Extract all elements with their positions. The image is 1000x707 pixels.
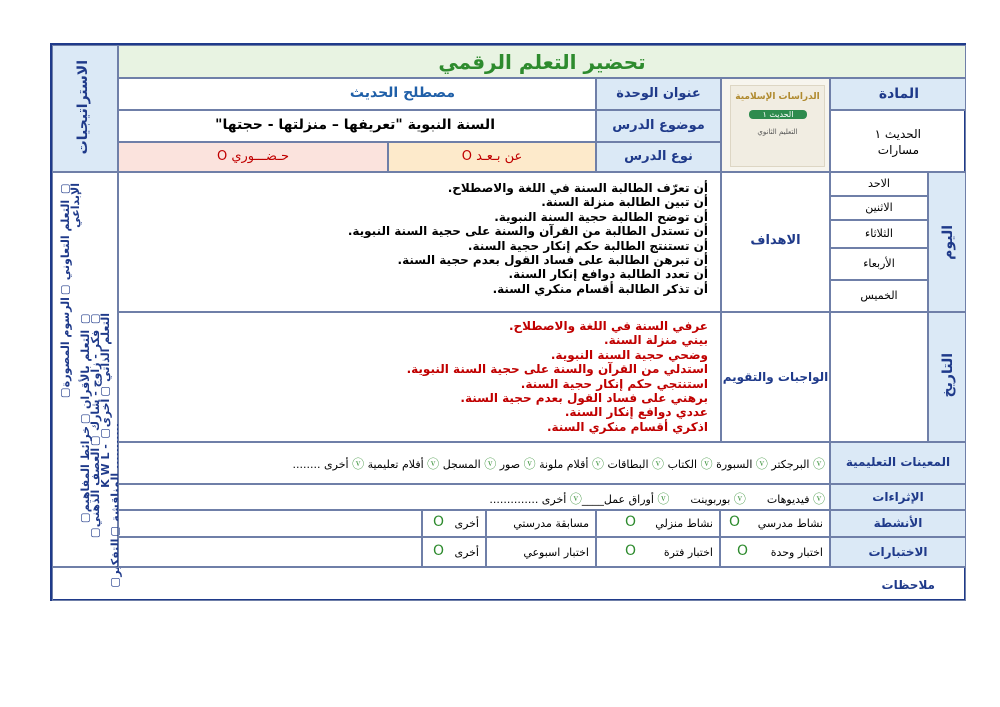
strategy-col-3[interactable]: ▢التعلم بالأقران ▢خرائط المفاهيم ▢ bbox=[79, 313, 92, 526]
activities-label: الأنشطة bbox=[873, 516, 923, 530]
day-thursday: الخميس bbox=[860, 289, 898, 302]
strategies-options-cell bbox=[52, 172, 122, 590]
activity-option-label: نشاط مدرسي bbox=[757, 517, 823, 530]
radio-circle-icon[interactable]: O bbox=[737, 543, 749, 559]
test-option-2[interactable] bbox=[596, 537, 720, 567]
objective-item: أن تعرّف الطالبة السنة في اللغة والاصطلاح. bbox=[447, 181, 708, 195]
type-remote-cell[interactable] bbox=[388, 142, 596, 172]
enrichment-item: بوربوينت bbox=[690, 493, 731, 506]
enrichment-cell bbox=[118, 484, 830, 510]
strategies-label: الاستراتيجيات bbox=[75, 60, 91, 155]
strategy-col-2: الإبداعي bbox=[69, 183, 82, 228]
date-value-cell[interactable] bbox=[830, 312, 928, 442]
assessment-label-cell bbox=[721, 312, 830, 442]
activity-option-2[interactable] bbox=[596, 510, 720, 537]
book-cover-cell bbox=[721, 78, 830, 172]
test-option-4[interactable] bbox=[422, 537, 486, 567]
type-remote-option[interactable]: عن بـعـد O bbox=[461, 149, 523, 164]
test-option-1[interactable] bbox=[720, 537, 830, 567]
objectives-cell bbox=[118, 172, 721, 312]
check-icon[interactable]: ⓥ bbox=[427, 457, 440, 471]
day-monday: الاثنين bbox=[865, 201, 893, 214]
test-option-label: اختبار فترة bbox=[663, 546, 713, 559]
aid-item: البطاقات bbox=[607, 458, 649, 471]
assessment-label: الواجبات والتقويم bbox=[722, 370, 829, 384]
assessment-item: وضحي حجية السنة النبوية. bbox=[550, 347, 708, 362]
activity-option-1[interactable] bbox=[720, 510, 830, 537]
activity-option-label: نشاط منزلي bbox=[655, 517, 713, 530]
aids-label-cell bbox=[830, 442, 966, 484]
day-tuesday: الثلاثاء bbox=[865, 227, 893, 240]
radio-circle-icon[interactable]: O bbox=[625, 514, 637, 530]
radio-circle-icon[interactable]: O bbox=[729, 514, 741, 530]
check-icon[interactable]: ⓥ bbox=[755, 457, 768, 471]
day-row-5[interactable] bbox=[830, 280, 928, 312]
tests-label: الاختبارات bbox=[868, 545, 928, 559]
type-inperson-cell[interactable] bbox=[118, 142, 388, 172]
strategy-col-4[interactable]: ▢فكر - زاوج - شارك ▢العصف الذهني ▢ bbox=[89, 313, 102, 541]
aid-item: أفلام تعليمية bbox=[367, 458, 424, 471]
check-icon[interactable]: ⓥ bbox=[700, 457, 713, 471]
type-inperson-option[interactable]: حـضـــوري O bbox=[216, 149, 290, 164]
test-option-3[interactable] bbox=[486, 537, 596, 567]
aids-list bbox=[293, 455, 825, 472]
assessment-item: اذكري أقسام منكري السنة. bbox=[546, 419, 708, 434]
activity-empty-cell bbox=[118, 510, 422, 537]
day-row-2[interactable] bbox=[830, 196, 928, 220]
aid-item: البرجكتر bbox=[771, 458, 810, 471]
check-icon[interactable]: ⓥ bbox=[812, 457, 825, 471]
day-wednesday: الأربعاء bbox=[863, 257, 895, 270]
activity-option-label: أخرى bbox=[454, 517, 479, 530]
day-row-4[interactable] bbox=[830, 248, 928, 280]
objectives-label: الاهداف bbox=[750, 233, 801, 248]
assessment-item: برهني على فساد القول بعدم حجية السنة. bbox=[460, 391, 708, 406]
aid-item: المسجل bbox=[442, 458, 481, 471]
day-label-cell bbox=[928, 172, 966, 312]
day-row-1[interactable] bbox=[830, 172, 928, 196]
radio-circle-icon[interactable]: O bbox=[433, 514, 445, 530]
check-icon[interactable]: ⓥ bbox=[812, 492, 825, 506]
subject-label-cell bbox=[830, 78, 966, 110]
subject-label: المادة bbox=[878, 86, 919, 102]
test-option-label: اختبار وحدة bbox=[770, 546, 823, 559]
unit-value-cell bbox=[118, 78, 596, 110]
enrichment-item: أوراق عمل bbox=[603, 493, 654, 506]
test-option-label: اختبار اسبوعي bbox=[523, 546, 589, 559]
aid-item: الكتاب bbox=[667, 458, 698, 471]
aids-cell bbox=[118, 442, 830, 484]
objectives-label-cell bbox=[721, 172, 830, 312]
check-icon[interactable]: ⓥ bbox=[523, 457, 536, 471]
objective-item: أن تبرهن الطالبة على فساد القول بعدم حجية السنة. bbox=[397, 253, 708, 268]
test-option-label: أخرى bbox=[454, 546, 479, 559]
objective-item: أن توضح الطالبة حجية السنة النبوية. bbox=[494, 209, 708, 224]
enrichment-list: ⓥ فيديوهات ⓥ بوربوينت ⓥ أوراق عمل____ⓥ أخرى .............. bbox=[489, 492, 825, 506]
type-label: نوع الدرس bbox=[624, 149, 693, 164]
assessment-cell bbox=[118, 312, 721, 442]
objective-item: أن تذكر الطالبة أقسام منكري السنة. bbox=[492, 281, 708, 296]
assessment-item: عرفي السنة في اللغة والاصطلاح. bbox=[508, 319, 708, 333]
objective-item: أن تستدل الطالبة من القرآن والسنة على حجية السنة النبوية. bbox=[347, 224, 708, 239]
book-cover-image bbox=[730, 85, 825, 167]
check-icon[interactable]: ⓥ bbox=[733, 492, 746, 506]
objective-item: أن تعدد الطالبة دوافع إنكار السنة. bbox=[508, 267, 708, 282]
activity-option-4[interactable] bbox=[422, 510, 486, 537]
check-icon[interactable]: ⓥ bbox=[352, 457, 365, 471]
notes-label: ملاحظات bbox=[881, 578, 935, 592]
lesson-value: السنة النبوية "تعريفها – منزلتها - حجتها" bbox=[215, 117, 495, 133]
activities-label-cell bbox=[830, 510, 966, 537]
title-bar bbox=[118, 45, 966, 78]
notes-row[interactable] bbox=[52, 567, 966, 601]
book-caption: التعليم الثانوي bbox=[757, 128, 798, 136]
subject-value-cell bbox=[830, 110, 966, 172]
objectives-list bbox=[348, 181, 708, 296]
test-empty-cell bbox=[118, 537, 422, 567]
subject-value-line2: مسارات bbox=[877, 143, 919, 157]
unit-label-cell bbox=[596, 78, 721, 110]
assessment-item: استنتجي حكم إنكار حجية السنة. bbox=[520, 376, 708, 391]
lesson-label: موضوع الدرس bbox=[612, 118, 705, 133]
tests-label-cell bbox=[830, 537, 966, 567]
day-row-3[interactable] bbox=[830, 220, 928, 248]
lesson-label-cell bbox=[596, 110, 721, 142]
radio-circle-icon[interactable]: O bbox=[433, 543, 445, 559]
aid-item: صور bbox=[499, 458, 521, 471]
enrichment-item: فيديوهات bbox=[766, 493, 810, 506]
enrichment-item: أخرى .............. bbox=[489, 493, 567, 506]
strategy-col-5[interactable]: K W L - ▢التعلم الذاتي ▢أخرى bbox=[99, 313, 112, 488]
objective-item: أن تبين الطالبة منزلة السنة. bbox=[541, 195, 708, 210]
assessment-item: بيني منزلة السنة. bbox=[604, 333, 708, 348]
check-icon[interactable]: ⓥ bbox=[569, 492, 582, 506]
type-label-cell bbox=[596, 142, 721, 172]
activity-option-3[interactable] bbox=[486, 510, 596, 537]
strategies-label-cell bbox=[52, 45, 118, 172]
assessment-list bbox=[407, 319, 708, 434]
date-label-cell bbox=[928, 312, 966, 442]
check-icon[interactable]: ⓥ bbox=[657, 492, 670, 506]
strategy-col-1[interactable]: ▢التعلم التعاوني ▢الرسوم المصورة ▢ bbox=[59, 183, 72, 401]
strategy-col-6[interactable]: ▢المناقشة ▢التفكير ........... bbox=[109, 423, 122, 590]
day-label: اليوم bbox=[940, 225, 956, 260]
check-icon[interactable]: ⓥ bbox=[591, 457, 604, 471]
assessment-item: عددي دوافع إنكار السنة. bbox=[564, 405, 708, 420]
enrichment-label-cell bbox=[830, 484, 966, 510]
aid-item: السبورة bbox=[716, 458, 753, 471]
book-title: الدراسات الإسلامية bbox=[735, 92, 820, 102]
unit-label: عنوان الوحدة bbox=[616, 86, 701, 101]
lesson-plan-frame bbox=[50, 43, 966, 601]
page-title: تحضير التعلم الرقمي bbox=[438, 50, 646, 74]
unit-value: مصطلح الحديث bbox=[349, 85, 455, 101]
day-sunday: الاحد bbox=[868, 177, 890, 190]
aids-label: المعينات التعليمية bbox=[845, 455, 951, 469]
activity-option-label: مسابقة مدرستي bbox=[513, 517, 589, 530]
date-label: التاريخ bbox=[940, 353, 956, 398]
assessment-item: استدلي من القرآن والسنة على حجية السنة النبوية. bbox=[406, 362, 708, 377]
aid-item: أخرى ........ bbox=[292, 458, 349, 471]
radio-circle-icon[interactable]: O bbox=[625, 543, 637, 559]
aid-item: أقلام ملونة bbox=[539, 458, 589, 471]
check-icon[interactable]: ⓥ bbox=[484, 457, 497, 471]
lesson-value-cell bbox=[118, 110, 596, 142]
book-subtitle: الحديث ١ bbox=[749, 110, 807, 119]
enrichment-label: الإثراءات bbox=[872, 490, 924, 504]
objective-item: أن تستنتج الطالبة حكم إنكار حجية السنة. bbox=[467, 238, 708, 253]
check-icon[interactable]: ⓥ bbox=[652, 457, 665, 471]
subject-value-line1: الحديث ١ bbox=[874, 127, 921, 141]
